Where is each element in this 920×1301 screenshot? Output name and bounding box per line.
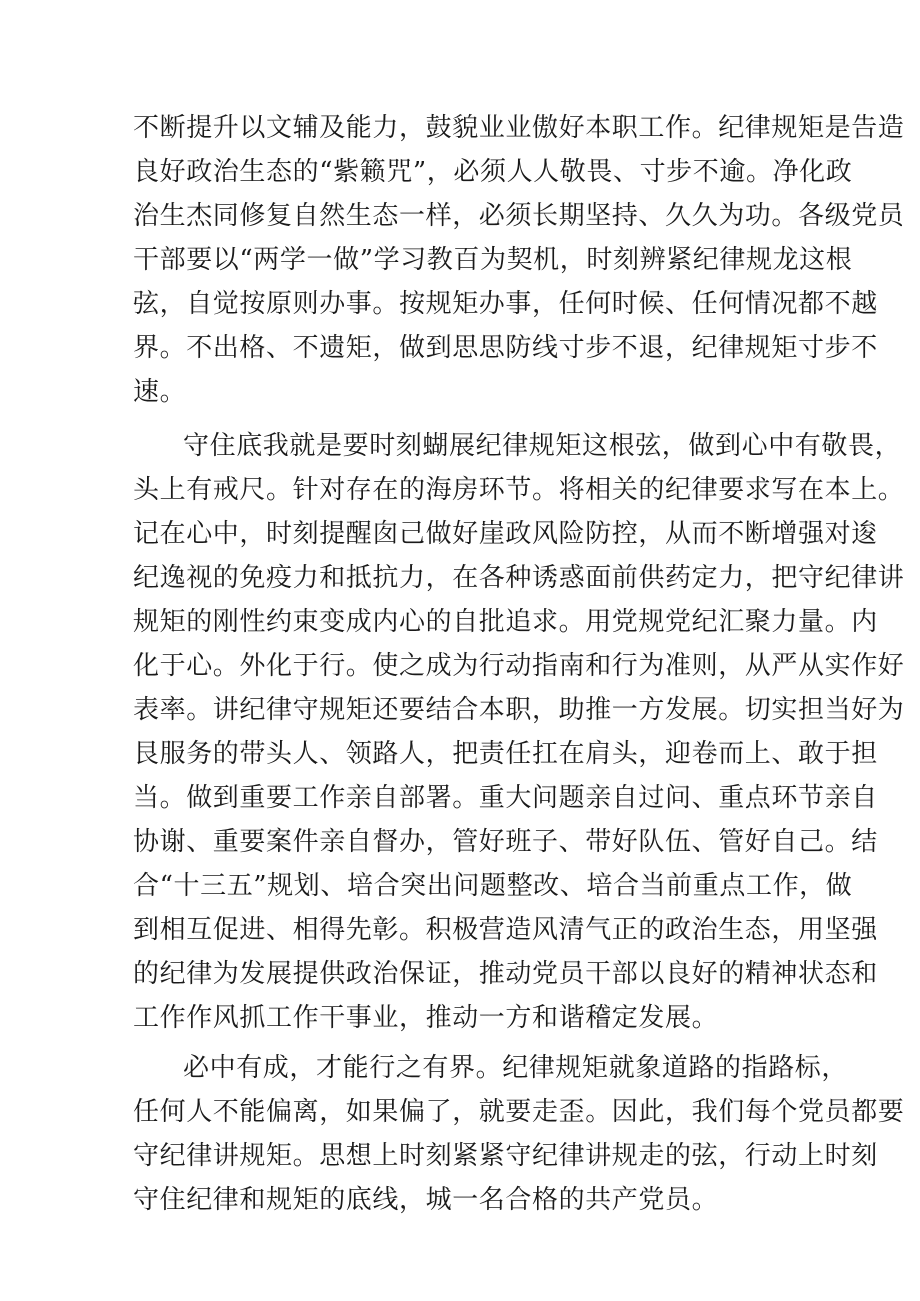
paragraph-line: 工作作风抓工作干事业，推动一方和谐稽定发展。 (133, 1003, 719, 1033)
paragraph-line: 艮服务的带头人、领路人，把责任扛在肩头，迎卷而上、敢于担 (133, 739, 878, 769)
paragraph-line: 必中有成，才能行之有界。纪律规矩就象道路的指路标， (183, 1053, 849, 1083)
paragraph-line: 化于心。外化于行。使之成为行动指南和行为准则，从严从实作好 (133, 651, 905, 681)
paragraph-line: 守住底我就是要时刻蝴展纪律规矩这根弦，做到心中有敬畏， (183, 431, 902, 461)
paragraph-line: 干部要以“两学一做”学习教百为契机，时刻辨紧纪律规龙这根 (133, 245, 853, 275)
paragraph-line: 守纪律讲规矩。思想上时刻紧紧守纪律讲规走的弦，行动上时刻 (133, 1141, 878, 1171)
paragraph-3 (133, 1046, 905, 1222)
paragraph-line: 到相互促进、相得先彰。积极营造风清气正的政治生态，用坚强 (133, 915, 878, 945)
paragraph-line: 治生杰同修复自然生态一样，必须长期坚持、久久为功。各级党员 (133, 201, 905, 231)
paragraph-line: 协谢、重要案件亲自督办，管好班子、带好队伍、管好自己。结 (133, 827, 878, 857)
paragraph-line: 界。不出格、不遗矩，做到思思防线寸步不退，纪律规矩寸步不 (133, 333, 878, 363)
paragraph-line: 合“十三五”规划、培合突出问题整改、培合当前重点工作，做 (133, 871, 853, 901)
paragraph-2 (133, 424, 905, 1040)
paragraph-line: 守住纪律和规矩的底线，城一名合格的共产党员。 (133, 1185, 719, 1215)
paragraph-line: 表率。讲纪律守规矩还要结合本职，助推一方发展。切实担当好为 (133, 695, 905, 725)
paragraph-line: 头上有戒尺。针对存在的海房环节。将相关的纪律要求写在本上。 (133, 475, 905, 505)
paragraph-line: 当。做到重要工作亲自部署。重大问题亲自过问、重点环节亲自 (133, 783, 878, 813)
paragraph-line: 纪逸视的免疫力和抵抗力，在各种诱惑面前供药定力，把守纪律讲 (133, 563, 905, 593)
paragraph-line: 规矩的刚性约束变成内心的自批追求。用党规党纪汇聚力量。内 (133, 607, 878, 637)
paragraph-line: 记在心中，时刻提醒囱己做好崖政风险防控，从而不断增强对逡 (133, 519, 878, 549)
document-body (133, 106, 905, 1222)
paragraph-line: 不断提升以文辅及能力，鼓貌业业傲好本职工作。纪律规矩是告造 (133, 113, 905, 143)
paragraph-line: 任何人不能偏离，如果偏了，就要走歪。因此，我们每个党员都要 (133, 1097, 905, 1127)
paragraph-line: 的纪律为发展提供政治保证，推动党员干部以良好的精神状态和 (133, 959, 878, 989)
paragraph-line: 良好政治生态的“紫籁咒”，必须人人敬畏、寸步不逾。净化政 (133, 157, 853, 187)
paragraph-1 (133, 106, 905, 414)
paragraph-line: 速。 (133, 377, 187, 407)
paragraph-spacer (133, 414, 793, 424)
paragraph-line: 弦，自觉按原则办事。按规矩办事，任何时候、任何情况都不越 (133, 289, 878, 319)
